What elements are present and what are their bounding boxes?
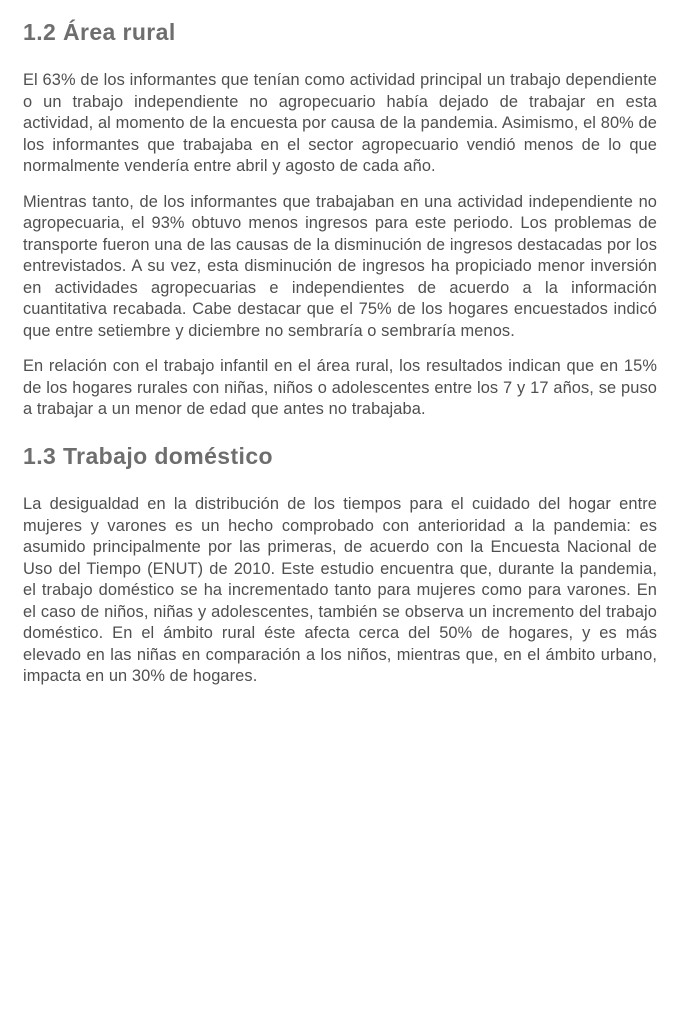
paragraph-rural-1: El 63% de los informantes que tenían como actividad principal un trabajo dependiente o un trabajo independiente no agropecuario había dejado de trabajar en esta actividad, al momento de la encuesta por causa de la pandemia. Asimismo, el 80% de los informantes que trabajaba en el sector agropecuario vendió menos de lo que normalmente vendería entre abril y agosto de cada año. — [23, 71, 657, 176]
section-heading-area-rural: 1.2 Área rural — [23, 19, 176, 45]
paragraph-domestico-1: La desigualdad en la distribución de los tiempos para el cuidado del hogar entre mujeres y varones es un hecho comprobado con anterioridad a la pandemia: es asumido principalmente por las primeras, de acuerdo con la Encuesta Nacional de Uso del Tiempo (ENUT) de 2010. Este estudio encuentra que, durante la pandemia, el trabajo doméstico se ha incrementado tanto para mujeres como para varones. En el caso de niños, niñas y adolescentes, también se observa un incremento del trabajo doméstico. En el ámbito rural éste afecta cerca del 50% de hogares, y es más elevado en las niñas en comparación a los niños, mientras que, en el ámbito urbano, impacta en un 30% de hogares. — [23, 495, 657, 686]
section-trabajo-domestico — [23, 443, 657, 688]
paragraph-rural-2: Mientras tanto, de los informantes que trabajaban en una actividad independiente no agropecuaria, el 93% obtuvo menos ingresos para este periodo. Los problemas de transporte fueron una de las causas de la disminución de ingresos destacadas por los entrevistados. A su vez, esta disminución de ingresos ha propiciado menor inversión en actividades agropecuarias e independientes de acuerdo a la información cuantitativa recabada. Cabe destacar que el 75% de los hogares encuestados indicó que entre setiembre y diciembre no sembraría o sembraría menos. — [23, 192, 657, 340]
section-heading-trabajo-domestico: 1.3 Trabajo doméstico — [23, 442, 273, 469]
paragraph-rural-3: En relación con el trabajo infantil en el área rural, los resultados indican que en 15% de los hogares rurales con niñas, niños o adolescentes entre los 7 y 17 años, se puso a trabajar a un menor de edad que antes no trabajaba. — [23, 357, 657, 419]
section-area-rural — [23, 19, 657, 421]
